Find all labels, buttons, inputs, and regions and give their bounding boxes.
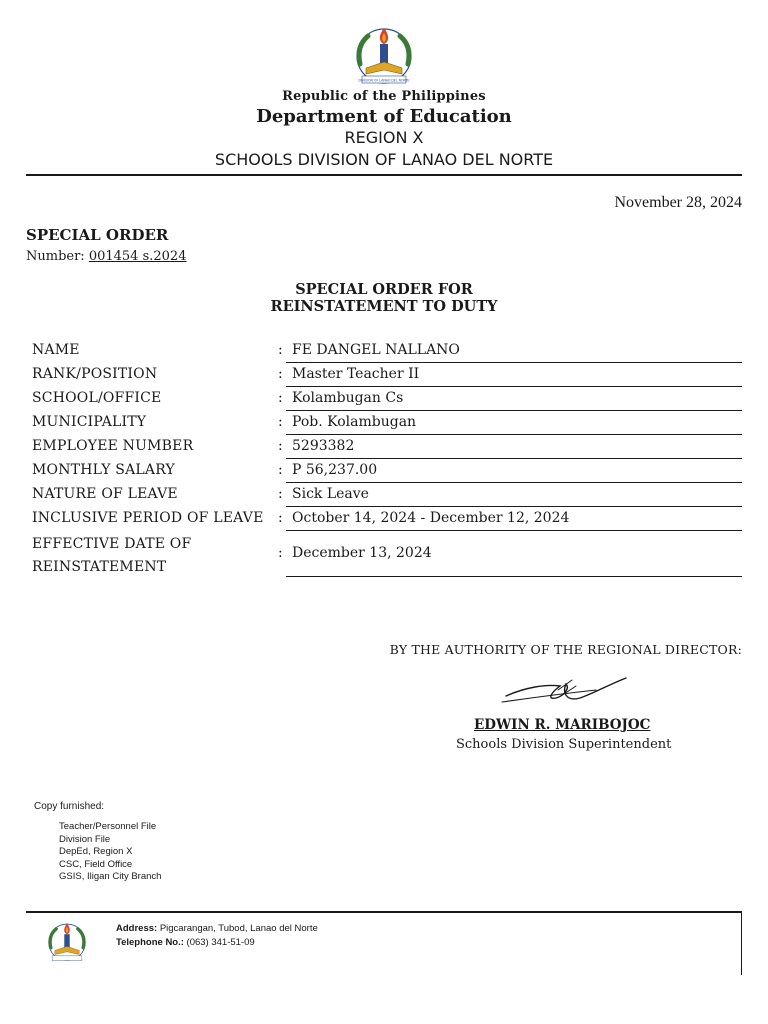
detail-row-name bbox=[32, 339, 740, 363]
detail-value: Master Teacher II bbox=[292, 366, 420, 382]
division-heading: SCHOOLS DIVISION OF LANAO DEL NORTE bbox=[214, 150, 554, 169]
footer-address bbox=[116, 923, 318, 934]
footer-divider bbox=[26, 911, 742, 913]
copy-furnished-item: CSC, Field Office bbox=[59, 858, 133, 870]
detail-colon: : bbox=[278, 414, 283, 430]
header-divider bbox=[26, 174, 742, 176]
detail-value: Pob. Kolambugan bbox=[292, 414, 417, 430]
document-title bbox=[0, 281, 768, 315]
detail-label: NAME bbox=[32, 342, 80, 358]
detail-value: 5293382 bbox=[292, 438, 355, 454]
copy-furnished-item: GSIS, Iligan City Branch bbox=[59, 871, 162, 883]
detail-colon: : bbox=[278, 390, 283, 406]
detail-row-employee-number bbox=[32, 435, 740, 459]
number-value: 001454 s.2024 bbox=[88, 249, 187, 264]
telephone-label: Telephone No.: bbox=[116, 937, 184, 948]
detail-label: MUNICIPALITY bbox=[32, 414, 147, 430]
signatory-name: EDWIN R. MARIBOJOC bbox=[474, 717, 651, 733]
copy-furnished-label: Copy furnished: bbox=[34, 801, 105, 812]
address-value: Pigcarangan, Tubod, Lanao del Norte bbox=[159, 923, 318, 934]
order-date: November 28, 2024 bbox=[614, 194, 742, 211]
detail-label: SCHOOL/OFFICE bbox=[32, 390, 162, 406]
detail-label: INCLUSIVE PERIOD OF LEAVE bbox=[32, 510, 264, 526]
detail-colon: : bbox=[278, 510, 283, 526]
detail-colon: : bbox=[278, 486, 283, 502]
detail-value: Sick Leave bbox=[292, 486, 369, 502]
detail-value: October 14, 2024 - December 12, 2024 bbox=[292, 510, 570, 526]
detail-colon: : bbox=[278, 462, 283, 478]
department-heading: Department of Education bbox=[256, 106, 512, 127]
detail-label-line1: EFFECTIVE DATE OF bbox=[32, 536, 192, 552]
telephone-value: (063) 341-51-09 bbox=[186, 937, 255, 948]
detail-label-line2: REINSTATEMENT bbox=[32, 559, 167, 575]
detail-value: December 13, 2024 bbox=[292, 545, 432, 561]
detail-row-position bbox=[32, 363, 740, 387]
special-order-label: SPECIAL ORDER bbox=[26, 226, 169, 244]
detail-colon: : bbox=[278, 342, 283, 358]
detail-row-municipality bbox=[32, 411, 740, 435]
detail-underline bbox=[286, 576, 742, 577]
detail-value: FE DANGEL NALLANO bbox=[292, 342, 460, 358]
copy-furnished-item: Teacher/Personnel File bbox=[59, 821, 157, 832]
seal-caption: DIVISION OF LANAO DEL NORTE bbox=[358, 78, 410, 83]
footer-vertical-rule bbox=[741, 911, 742, 975]
special-order-number bbox=[26, 249, 186, 264]
division-seal-logo bbox=[350, 24, 418, 90]
handwritten-signature bbox=[500, 672, 632, 716]
region-heading: REGION X bbox=[344, 128, 424, 147]
detail-colon: : bbox=[278, 545, 283, 561]
republic-heading: Republic of the Philippines bbox=[282, 89, 486, 104]
detail-colon: : bbox=[278, 438, 283, 454]
signatory-title: Schools Division Superintendent bbox=[456, 737, 672, 752]
footer-telephone bbox=[116, 937, 255, 948]
detail-value: P 56,237.00 bbox=[292, 462, 378, 478]
copy-furnished-item: DepEd, Region X bbox=[59, 846, 133, 858]
detail-label: EMPLOYEE NUMBER bbox=[32, 438, 194, 454]
detail-label: RANK/POSITION bbox=[32, 366, 158, 382]
authority-statement: BY THE AUTHORITY OF THE REGIONAL DIRECTOR: bbox=[389, 642, 742, 657]
detail-label: NATURE OF LEAVE bbox=[32, 486, 178, 502]
detail-row-salary bbox=[32, 459, 740, 483]
copy-furnished-list bbox=[59, 821, 161, 884]
document-title-line1: SPECIAL ORDER FOR bbox=[295, 281, 473, 298]
detail-value: Kolambugan Cs bbox=[292, 390, 404, 406]
detail-colon: : bbox=[278, 366, 283, 382]
address-label: Address: bbox=[116, 923, 158, 934]
detail-label bbox=[32, 533, 272, 579]
footer-seal-logo bbox=[44, 920, 90, 966]
detail-row-school bbox=[32, 387, 740, 411]
detail-row-effective-date bbox=[32, 531, 740, 577]
copy-furnished-item: Division File bbox=[59, 833, 111, 845]
detail-row-inclusive-period bbox=[32, 507, 740, 531]
detail-row-nature-of-leave bbox=[32, 483, 740, 507]
document-title-line2: REINSTATEMENT TO DUTY bbox=[270, 298, 498, 315]
detail-label: MONTHLY SALARY bbox=[32, 462, 175, 478]
number-label: Number: bbox=[26, 249, 85, 264]
